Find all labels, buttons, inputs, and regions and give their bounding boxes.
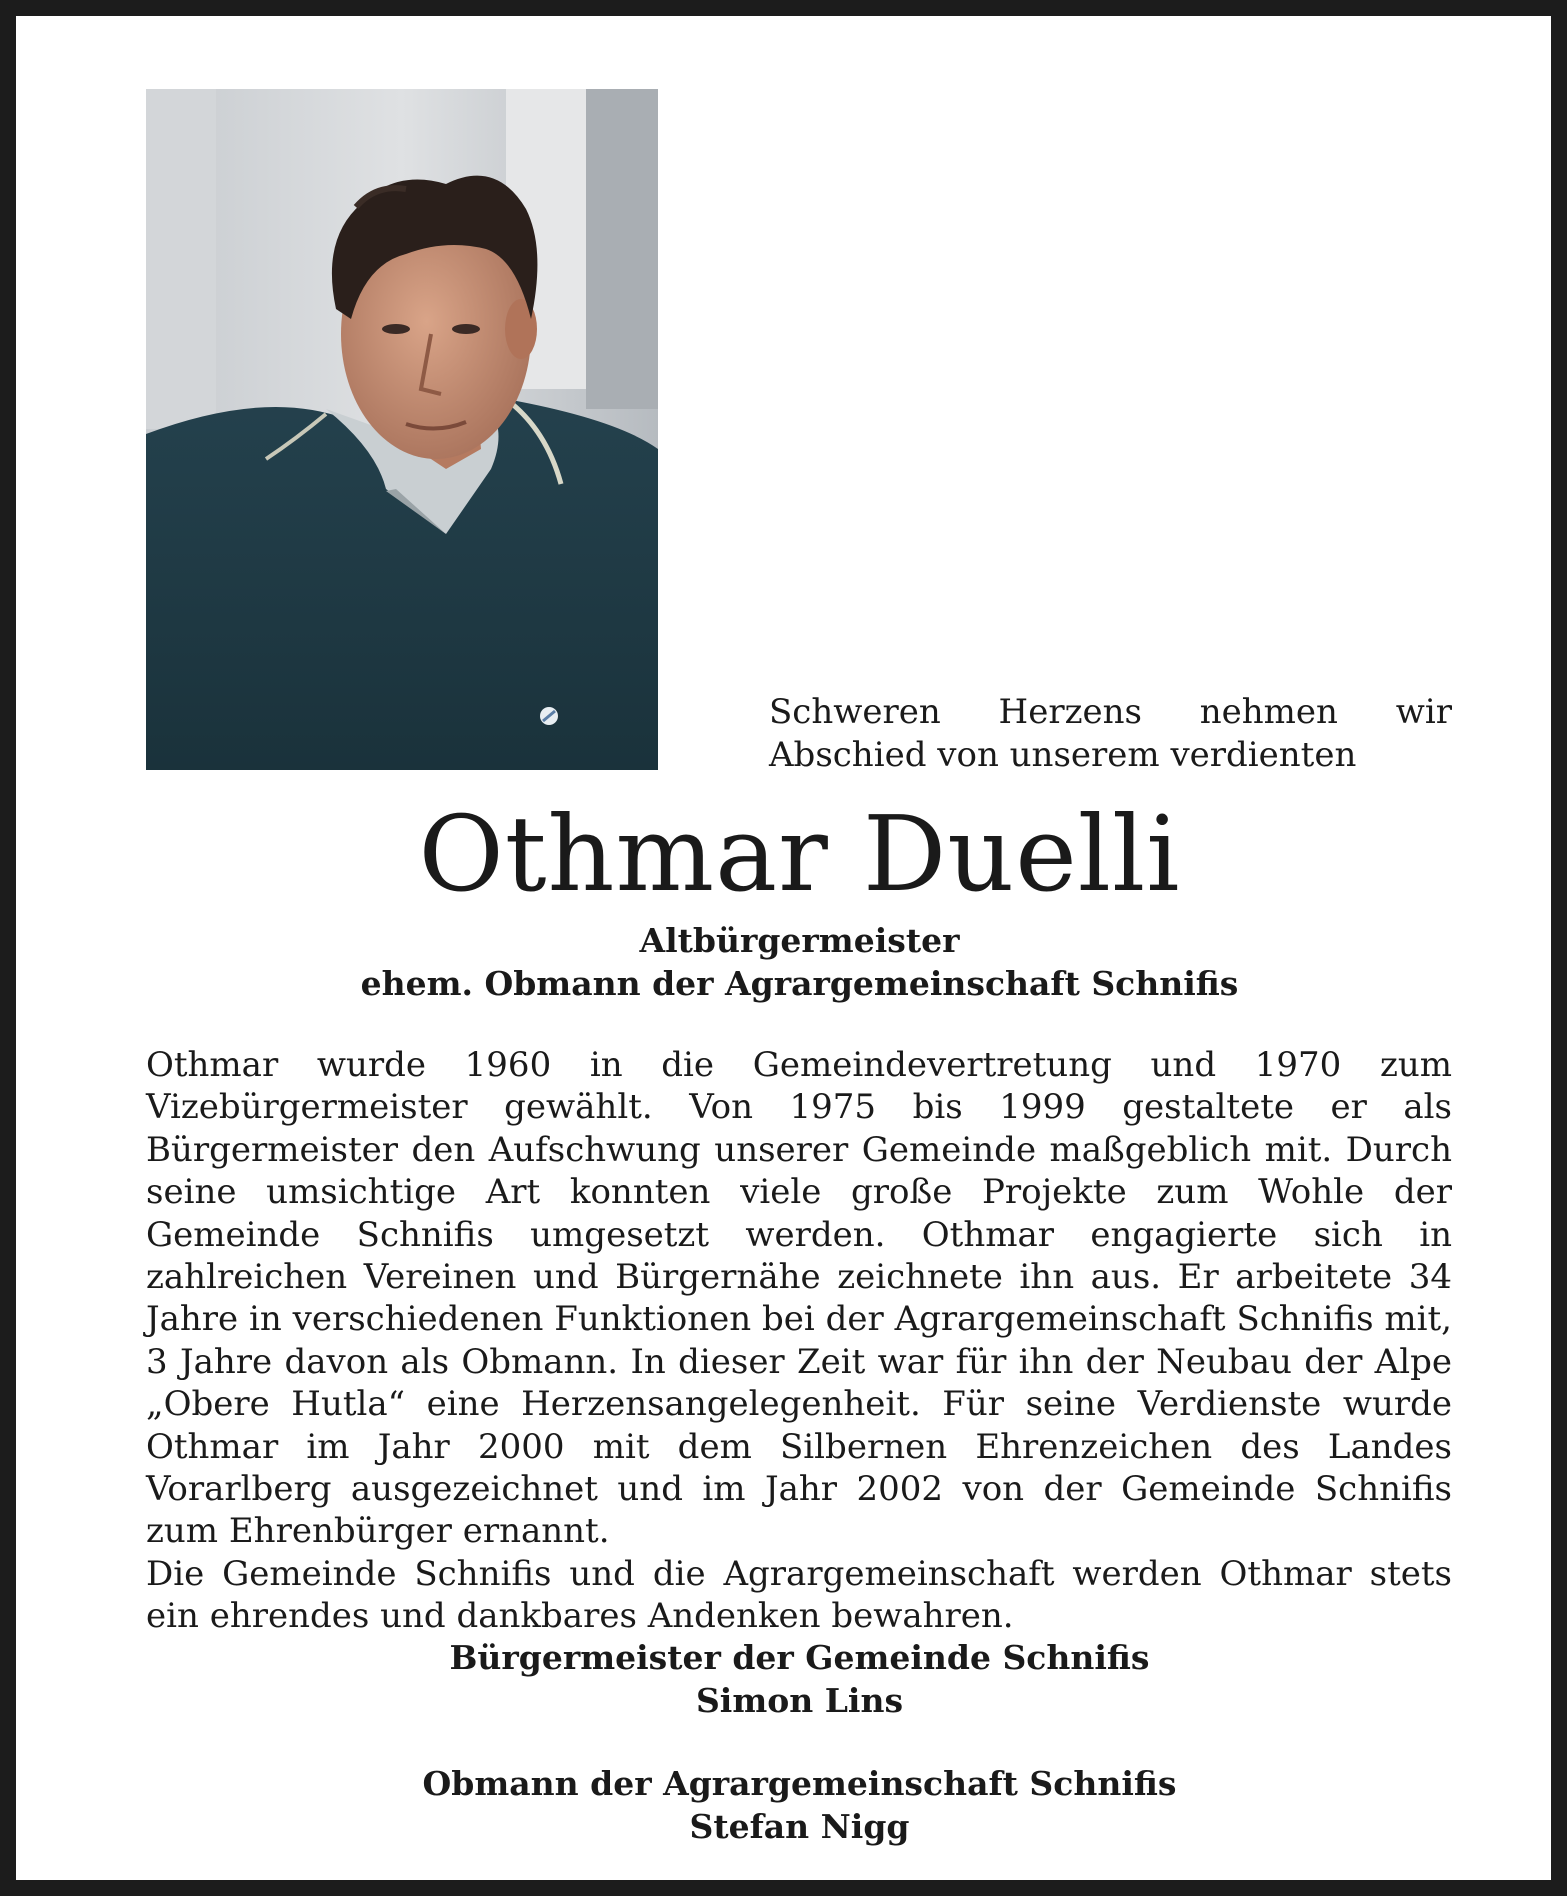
titles [16, 919, 1567, 1005]
intro-line-2: Abschied von unserem verdienten [769, 735, 1357, 775]
intro-text [769, 691, 1452, 777]
signature-person-2: Stefan Nigg [689, 1807, 910, 1846]
biography-paragraph-1: Othmar wurde 1960 in die Gemeindevertretung und 1970 zum Vizebürgermeister gewählt. Von 1975 bis 1999 gestaltete er als Bürgermeister den Aufschwung unserer Gemeinde maßgeblich mit. Durch seine umsichtige Art konnten viele große Projekte zum Wohle der Gemeinde Schnifis umgesetzt werden. Othmar engagierte sich in zahlreichen Vereinen und Bürgernähe zeichnete ihn aus. Er arbeitete 34 Jahre in verschiedenen Funktionen bei der Agrargemeinschaft Schnifis mit, 3 Jahre davon als Obmann. In dieser Zeit war für ihn der Neubau der Alpe „Obere Hutla“ eine Herzensangelegenheit. Für seine Verdienste wurde Othmar im Jahr 2000 mit dem Silbernen Ehrenzeichen des Landes Vorarlberg ausgezeichnet und im Jahr 2002 von der Gemeinde Schnifis zum Ehrenbürger ernannt. [146, 1045, 1452, 1552]
title-1: Altbürgermeister [639, 921, 960, 960]
signature-role-1: Bürgermeister der Gemeinde Schnifis [449, 1638, 1150, 1677]
title-2: ehem. Obmann der Agrargemeinschaft Schnifis [360, 964, 1239, 1003]
signature-person-1: Simon Lins [695, 1681, 904, 1720]
biography-paragraph-2: Die Gemeinde Schnifis und die Agrargemeinschaft werden Othmar stets ein ehrendes und dankbares Andenken bewahren. [146, 1553, 1452, 1637]
signature-role-2: Obmann der Agrargemeinschaft Schnifis [422, 1764, 1177, 1803]
biography [146, 1044, 1452, 1638]
portrait-illustration [146, 89, 658, 770]
portrait-photo [146, 89, 658, 770]
intro-line-1: Schweren Herzens nehmen wir [769, 692, 1452, 732]
deceased-name: Othmar Duelli [418, 793, 1181, 915]
signature-block-2 [16, 1762, 1567, 1848]
signature-block-1 [16, 1636, 1567, 1722]
